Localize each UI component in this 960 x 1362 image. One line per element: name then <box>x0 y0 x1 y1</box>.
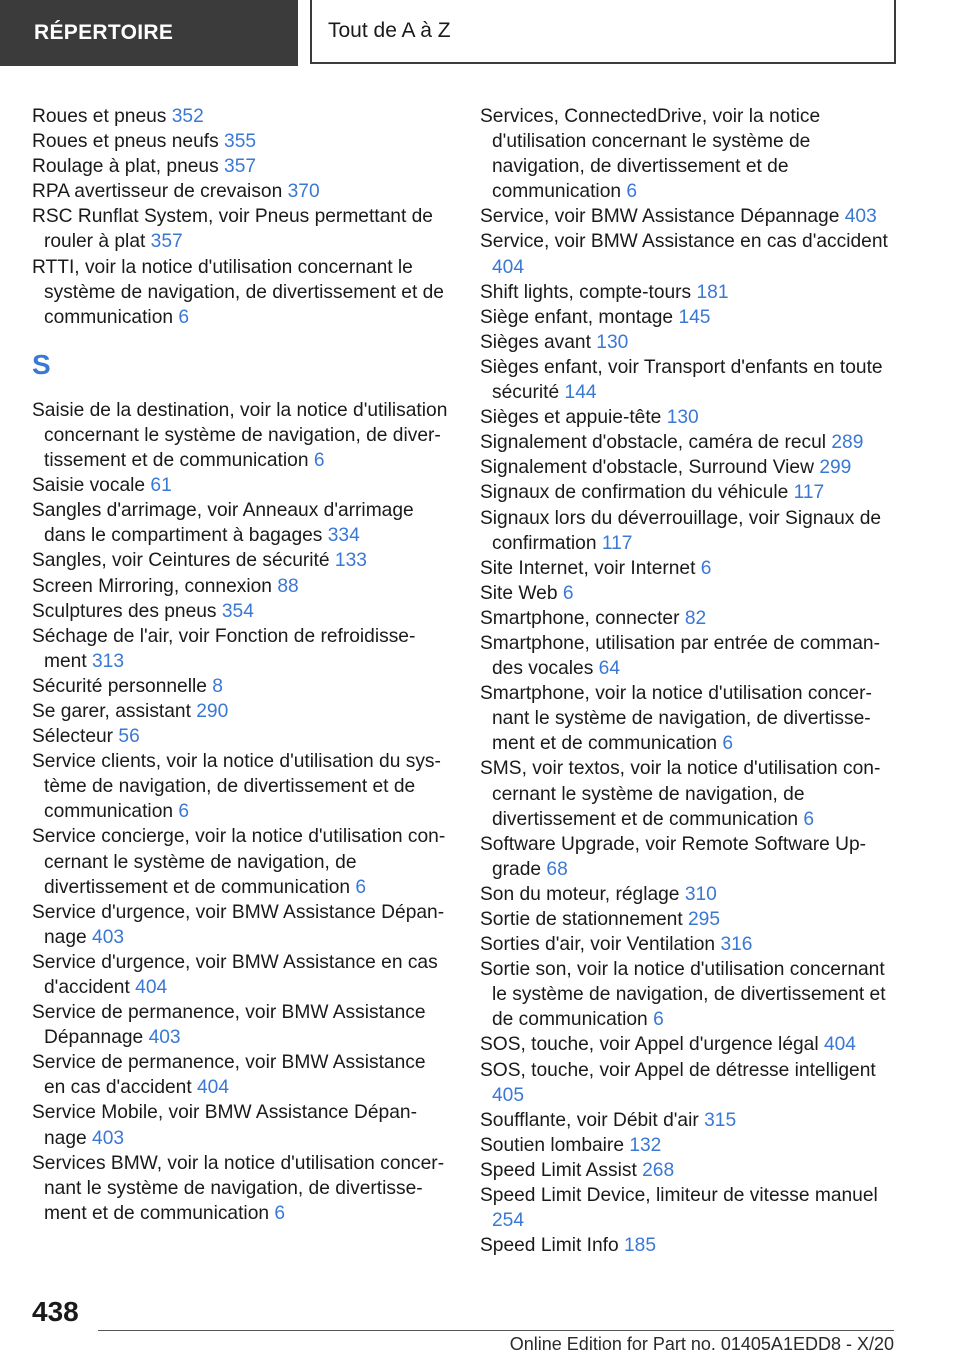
index-entry-page-link[interactable]: 8 <box>212 675 223 697</box>
index-entry-page-link[interactable]: 130 <box>666 407 699 429</box>
index-entry <box>32 599 448 624</box>
index-entries-r <box>32 104 448 330</box>
index-entry-page-link[interactable]: 6 <box>178 801 190 823</box>
index-entry-page-link[interactable]: 6 <box>178 306 190 328</box>
index-entry-page-link[interactable]: 404 <box>492 256 525 278</box>
index-entry-text: Service d'urgence, voir BMW Assistance en cas d'accident <box>32 951 438 998</box>
index-entry-page-link[interactable]: 6 <box>803 808 815 830</box>
index-entry <box>32 950 448 1000</box>
index-entry-page-link[interactable]: 403 <box>92 926 125 948</box>
index-entry <box>480 882 892 907</box>
index-entry-page-link[interactable]: 82 <box>684 607 707 629</box>
index-entry <box>480 1133 892 1158</box>
index-entry-page-link[interactable]: 68 <box>546 858 568 880</box>
index-entry-text: Sortie son, voir la notice d'utilisation concernant le système de navigation, de divertissement et de communication <box>480 959 886 1031</box>
subsection-tab: Tout de A à Z <box>310 0 896 64</box>
index-entry-text: Speed Limit Device, limiteur de vitesse manuel <box>480 1185 878 1207</box>
index-entry-text: Son du moteur, réglage <box>480 883 680 905</box>
index-entry-text: Se garer, assistant <box>32 700 191 722</box>
index-entry-text: Sorties d'air, voir Ventilation <box>480 934 716 956</box>
index-column-left <box>32 104 448 1226</box>
index-entry-text: Signalement d'obstacle, caméra de recul <box>480 432 827 454</box>
index-column-right <box>480 104 892 1258</box>
footer-edition: Online Edition for Part no. 01405A1EDD8 - X/20 <box>509 1334 894 1354</box>
index-entry <box>480 1183 892 1233</box>
index-entry-text: SOS, touche, voir Appel d'urgence légal <box>480 1034 819 1056</box>
index-entry <box>480 280 892 305</box>
index-entry <box>480 756 892 831</box>
index-entry-text: Software Upgrade, voir Remote Software Upgrade <box>480 833 867 880</box>
index-entry-page-link[interactable]: 268 <box>642 1159 675 1181</box>
index-entry <box>32 1050 448 1100</box>
index-entry <box>32 498 448 548</box>
index-entry-page-link[interactable]: 357 <box>150 231 183 253</box>
page-header <box>0 0 960 66</box>
index-entry-text: Speed Limit Info <box>480 1235 619 1257</box>
index-entry <box>32 674 448 699</box>
index-entry-page-link[interactable]: 117 <box>601 532 633 554</box>
index-entry-text: Sécurité personnelle <box>32 675 207 697</box>
section-tab: RÉPERTOIRE <box>0 0 298 66</box>
index-entry-text: RSC Runflat System, voir Pneus permettant de rouler à plat <box>32 206 433 253</box>
index-entry <box>480 204 892 229</box>
index-entry-text: Saisie vocale <box>32 475 146 497</box>
index-entry-page-link[interactable]: 185 <box>624 1235 657 1257</box>
footer-divider <box>98 1330 894 1331</box>
index-entry <box>32 204 448 254</box>
index-entry-page-link[interactable]: 310 <box>684 883 717 905</box>
index-entry <box>480 1058 892 1108</box>
index-entry-page-link[interactable]: 290 <box>196 700 229 722</box>
index-entry <box>32 1151 448 1226</box>
index-entry-text: Sortie de stationnement <box>480 909 683 930</box>
index-entry <box>480 556 892 581</box>
index-entry-text: Sélecteur <box>32 726 114 748</box>
index-entry <box>480 1032 892 1057</box>
index-entry <box>480 355 892 405</box>
index-entry-page-link[interactable]: 133 <box>334 550 367 572</box>
index-entry-text: Sièges enfant, voir Transport d'enfants en toute sécurité <box>480 356 883 404</box>
index-entry-text: Service de permanence, voir BMW Assistance Dépannage <box>32 1002 426 1049</box>
index-entry-text: Signaux de confirmation du véhicule <box>480 482 789 504</box>
index-entry <box>32 129 448 154</box>
index-entry-text: Smartphone, utilisation par entrée de commandes vocales <box>480 632 880 680</box>
index-entry-text: Service, voir BMW Assistance en cas d'accident <box>480 231 888 253</box>
index-entry-text: Service d'urgence, voir BMW Assistance Dépannage <box>32 901 445 948</box>
index-entry-text: Smartphone, voir la notice d'utilisation concernant le système de navigation, de divertissement et de communication <box>480 683 872 755</box>
index-entry <box>32 900 448 950</box>
index-entry-page-link[interactable]: 357 <box>224 156 257 178</box>
index-entry-page-link[interactable]: 254 <box>492 1210 525 1232</box>
index-entry-page-link[interactable]: 404 <box>135 977 168 998</box>
index-entry <box>480 957 892 1032</box>
index-entry <box>480 430 892 455</box>
index-entry-page-link[interactable]: 6 <box>700 557 712 579</box>
index-entry-text: SMS, voir textos, voir la notice d'utilisation concernant le système de navigation, de divertissement et de communication <box>480 758 881 830</box>
index-entry <box>32 398 448 473</box>
index-entry <box>32 104 448 129</box>
index-entry-text: Site Internet, voir Internet <box>480 557 696 579</box>
index-entry <box>480 832 892 882</box>
index-entry-page-link[interactable]: 403 <box>148 1027 181 1049</box>
index-entry <box>32 154 448 179</box>
index-entry-page-link[interactable]: 181 <box>696 281 729 303</box>
index-entry <box>32 255 448 330</box>
index-entry-text: Saisie de la destination, voir la notice d'utilisation concernant le système de navigation, de divertissement et de communication <box>32 399 448 472</box>
index-entry <box>32 574 448 599</box>
index-entry-text: Screen Mirroring, connexion <box>32 575 272 597</box>
index-entry-page-link[interactable]: 315 <box>704 1109 737 1131</box>
index-entry-page-link[interactable]: 403 <box>92 1127 125 1149</box>
index-entry-text: Séchage de l'air, voir Fonction de refroidissement <box>32 625 416 672</box>
index-entry-page-link[interactable]: 404 <box>197 1077 230 1099</box>
index-letter-heading: S <box>32 348 51 380</box>
index-entry-text: Roues et pneus neufs <box>32 131 219 153</box>
index-entry-page-link[interactable]: 6 <box>562 582 574 604</box>
index-entry-page-link[interactable]: 6 <box>722 733 734 755</box>
index-entry <box>480 330 892 355</box>
index-entry-text: Shift lights, compte-tours <box>480 281 692 303</box>
index-entry-page-link[interactable]: 299 <box>819 457 852 479</box>
index-entry-page-link[interactable]: 6 <box>355 876 367 898</box>
index-entry <box>32 724 448 749</box>
index-entry-text: Service Mobile, voir BMW Assistance Dépannage <box>32 1102 417 1149</box>
index-entry-page-link[interactable]: 132 <box>629 1134 662 1156</box>
index-entry <box>32 1100 448 1150</box>
index-entry-page-link[interactable]: 145 <box>678 306 711 328</box>
index-entry-text: Sangles d'arrimage, voir Anneaux d'arrimage dans le compartiment à bagages <box>32 500 414 547</box>
index-entry-page-link[interactable]: 88 <box>277 575 299 597</box>
index-entry <box>32 824 448 899</box>
index-entry <box>32 699 448 724</box>
index-entry <box>480 907 892 932</box>
index-entry-page-link[interactable]: 355 <box>224 131 257 153</box>
index-entry-text: Sièges avant <box>480 331 591 353</box>
index-entry-text: Service de permanence, voir BMW Assistance en cas d'accident <box>32 1052 426 1099</box>
index-entry <box>32 624 448 674</box>
page-number: 438 <box>32 1296 79 1327</box>
index-entry <box>480 455 892 480</box>
index-entry-page-link[interactable]: 6 <box>626 181 638 203</box>
index-entry-text: Services, ConnectedDrive, voir la notice d'utilisation concernant le système de navigation, de divertissement et de communication <box>480 106 821 203</box>
index-entry <box>480 631 892 681</box>
index-entry-text: Smartphone, connecter <box>480 607 680 629</box>
index-entry <box>480 1158 892 1183</box>
index-entry-page-link[interactable]: 334 <box>327 525 360 547</box>
index-entry-text: Signaux lors du déverrouillage, voir Signaux de confirmation <box>480 507 882 554</box>
index-entry-text: Sangles, voir Ceintures de sécurité <box>32 550 330 572</box>
index-entry <box>480 229 892 279</box>
index-entry <box>32 548 448 573</box>
index-entry <box>480 932 892 957</box>
index-entry-page-link[interactable]: 6 <box>274 1202 286 1224</box>
index-entry-text: Site Web <box>480 582 558 604</box>
index-entry <box>480 405 892 430</box>
index-entry-page-link[interactable]: 117 <box>793 482 825 504</box>
index-entry <box>480 1233 892 1258</box>
index-entry-page-link[interactable]: 289 <box>831 432 864 454</box>
index-entry-page-link[interactable]: 61 <box>150 475 172 497</box>
index-entry-page-link[interactable]: 144 <box>564 382 597 404</box>
index-entry-page-link[interactable]: 6 <box>313 450 325 472</box>
index-entry <box>32 473 448 498</box>
index-entry-text: Soutien lombaire <box>480 1134 624 1156</box>
index-entry-page-link[interactable]: 130 <box>596 331 629 353</box>
index-entry <box>32 749 448 824</box>
index-entry-text: Roues et pneus <box>32 106 167 127</box>
index-entry-page-link[interactable]: 403 <box>844 206 877 228</box>
index-entry-page-link[interactable]: 370 <box>287 181 320 203</box>
index-entry-text: Service clients, voir la notice d'utilisation du système de navigation, de divertissement et de communication <box>32 751 441 823</box>
index-entry <box>480 681 892 756</box>
index-entry-text: SOS, touche, voir Appel de détresse intelligent <box>480 1059 876 1081</box>
index-entry <box>480 506 892 556</box>
index-entry-page-link[interactable]: 352 <box>171 106 204 127</box>
index-entry <box>480 305 892 330</box>
index-entry-text: Siège enfant, montage <box>480 306 674 328</box>
index-entry-text: Service, voir BMW Assistance Dépannage <box>480 206 840 228</box>
index-entry-page-link[interactable]: 404 <box>823 1034 856 1056</box>
index-entry-page-link[interactable]: 313 <box>92 650 125 672</box>
index-entry-text: Speed Limit Assist <box>480 1159 637 1181</box>
index-entry-page-link[interactable]: 316 <box>720 934 753 956</box>
index-entry <box>480 606 892 631</box>
index-entry-page-link[interactable]: 56 <box>118 726 140 748</box>
index-entry-page-link[interactable]: 64 <box>598 658 621 680</box>
index-entry-text: RPA avertisseur de crevaison <box>32 181 283 203</box>
index-entry-text: Roulage à plat, pneus <box>32 156 219 178</box>
index-entries-s <box>32 398 448 1226</box>
index-entry-page-link[interactable]: 295 <box>688 909 721 930</box>
index-entry-page-link[interactable]: 6 <box>653 1009 664 1031</box>
index-entry-text: RTTI, voir la notice d'utilisation concernant le système de navigation, de divertissement et de communication <box>32 256 444 328</box>
index-entry <box>480 480 892 505</box>
index-entry-text: Service concierge, voir la notice d'utilisation concernant le système de navigation, de divertissement et de communication <box>32 826 446 898</box>
index-entry-page-link[interactable]: 354 <box>221 600 254 622</box>
index-entry <box>480 1108 892 1133</box>
index-entry <box>32 1000 448 1050</box>
index-entry-text: Soufflante, voir Débit d'air <box>480 1109 699 1131</box>
index-entry-text: Sièges et appuie-tête <box>480 407 662 429</box>
index-entry <box>32 179 448 204</box>
index-entries-s-continued <box>480 104 892 1258</box>
index-entry-page-link[interactable]: 405 <box>492 1084 525 1106</box>
index-entry <box>480 581 892 606</box>
index-entry-text: Services BMW, voir la notice d'utilisation concernant le système de navigation, de divertissement et de communication <box>32 1152 445 1224</box>
index-entry <box>480 104 892 204</box>
index-entry-text: Signalement d'obstacle, Surround View <box>480 457 814 479</box>
index-entry-text: Sculptures des pneus <box>32 600 217 622</box>
